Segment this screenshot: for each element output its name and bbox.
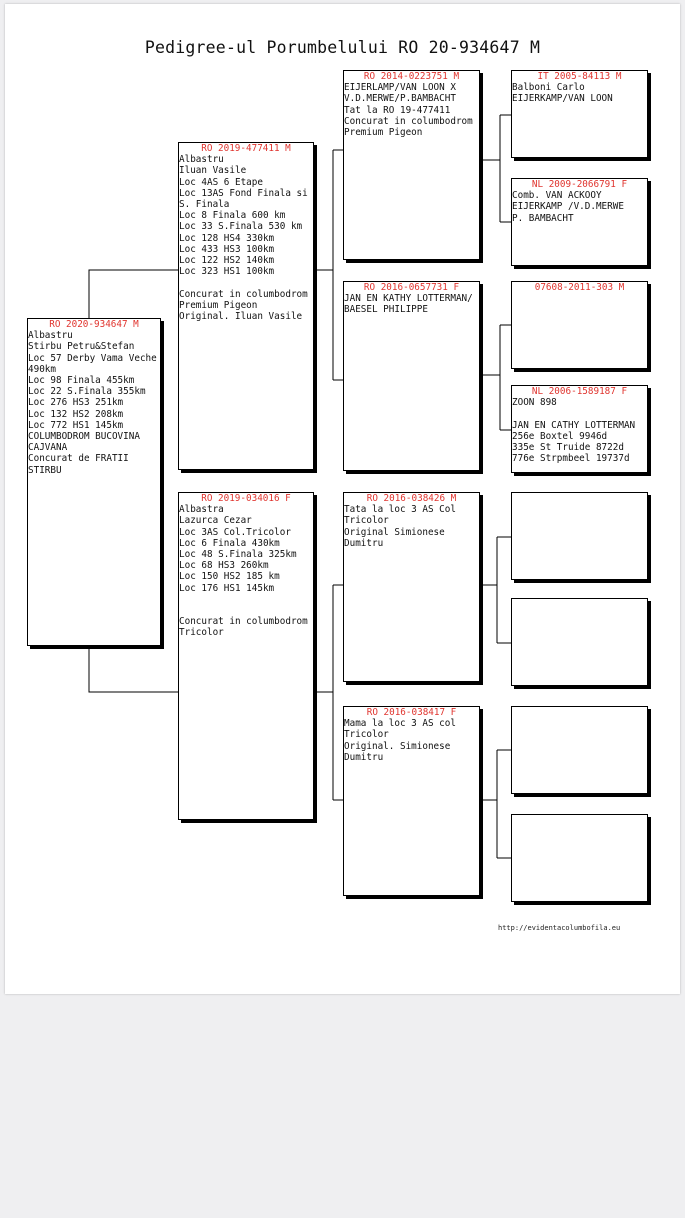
footer-url[interactable]: http://evidentacolumbofila.eu — [498, 924, 621, 932]
detail-line: BAESEL PHILIPPE — [344, 304, 428, 316]
detail-line: Stirbu Petru&Stefan — [28, 341, 135, 353]
pigeon-card-dam-dam[interactable] — [343, 706, 480, 896]
detail-line: Loc 276 HS3 251km — [28, 397, 124, 409]
detail-line: Comb. VAN ACKOOY — [512, 190, 602, 202]
ring-number: 07608-2011-303 M — [534, 282, 625, 293]
detail-line: Premium Pigeon — [344, 127, 423, 139]
detail-line: EIJERKAMP/VAN LOON — [512, 93, 613, 105]
pigeon-details — [179, 154, 313, 322]
detail-line: Loc 3AS Col.Tricolor — [179, 526, 291, 538]
detail-line: S. Finala — [179, 199, 230, 211]
ring-number: IT 2005-84113 M — [537, 71, 622, 82]
detail-line: Tricolor — [179, 627, 224, 639]
page-title: Pedigree-ul Porumbelului RO 20-934647 M — [144, 38, 541, 57]
pigeon-card-dsd[interactable] — [511, 598, 648, 686]
pigeon-card-subject[interactable] — [27, 318, 161, 646]
detail-line: CAJVANA — [28, 442, 68, 454]
pigeon-card-ssd[interactable] — [511, 178, 648, 266]
detail-line: Loc 128 HS4 330km — [179, 232, 275, 244]
detail-line: Iluan Vasile — [179, 165, 247, 177]
detail-line: 776e Strpmbeel 19737d — [512, 453, 630, 465]
detail-line: Loc 6 Finala 430km — [179, 537, 280, 549]
detail-line: Mama la loc 3 AS col — [344, 718, 456, 730]
detail-line — [179, 605, 313, 616]
pigeon-card-dam-sire[interactable] — [343, 492, 480, 682]
detail-line: JAN EN CATHY LOTTERMAN — [512, 419, 636, 431]
detail-line: Concurat in columbodrom — [179, 288, 308, 300]
pigeon-card-sire-dam[interactable] — [343, 281, 480, 471]
ring-number: NL 2006-1589187 F — [531, 386, 628, 397]
detail-line: Loc 4AS 6 Etape — [179, 176, 263, 188]
detail-line: Loc 8 Finala 600 km — [179, 210, 286, 222]
detail-line: Loc 13AS Fond Finala si — [179, 187, 308, 199]
ring-number: RO 2019-477411 M — [201, 143, 291, 154]
detail-line: Albastru — [179, 154, 224, 166]
detail-line: Premium Pigeon — [179, 299, 258, 311]
detail-line: V.D.MERWE/P.BAMBACHT — [344, 93, 456, 105]
detail-line: Dumitru — [344, 537, 384, 549]
detail-line: Balboni Carlo — [512, 82, 585, 94]
detail-line: Loc 433 HS3 100km — [179, 243, 275, 255]
detail-line: EIJERKAMP /V.D.MERWE — [512, 201, 624, 213]
detail-line: COLUMBODROM BUCOVINA — [28, 431, 140, 443]
pigeon-card-sire-sire[interactable] — [343, 70, 480, 260]
detail-line: Tata la loc 3 AS Col — [344, 504, 456, 516]
detail-line: P. BAMBACHT — [512, 212, 574, 224]
detail-line: JAN EN KATHY LOTTERMAN/ — [344, 293, 473, 305]
detail-line: Tat la RO 19-477411 — [344, 104, 451, 116]
detail-line: EIJERLAMP/VAN LOON X — [344, 82, 456, 94]
detail-line: 490km — [28, 363, 56, 375]
detail-line: Albastru — [28, 330, 73, 342]
pigeon-card-dam[interactable] — [178, 492, 314, 820]
pigeon-details — [344, 504, 479, 549]
pigeon-card-sds[interactable] — [511, 281, 648, 369]
detail-line: ZOON 898 — [512, 397, 557, 409]
detail-line: Concurat in columbodrom — [179, 616, 308, 628]
pigeon-details — [512, 82, 647, 104]
pigeon-details — [512, 190, 647, 224]
detail-line — [512, 408, 647, 419]
detail-line: 256e Boxtel 9946d — [512, 430, 608, 442]
connector-sd — [480, 325, 511, 430]
detail-line: Loc 57 Derby Vama Veche — [28, 352, 157, 364]
pigeon-card-ddd[interactable] — [511, 814, 648, 902]
detail-line: Loc 33 S.Finala 530 km — [179, 221, 303, 233]
detail-line: Original. Simionese — [344, 740, 451, 752]
detail-line: Tricolor — [344, 729, 389, 741]
pigeon-details — [344, 82, 479, 138]
ring-number: RO 2019-034016 F — [201, 493, 291, 504]
ring-number: RO 2016-038417 F — [366, 707, 457, 718]
connector-dam — [314, 585, 343, 800]
detail-line: Loc 68 HS3 260km — [179, 560, 269, 572]
detail-line: Original. Iluan Vasile — [179, 311, 303, 323]
ring-number: NL 2009-2066791 F — [531, 179, 628, 190]
detail-line: Loc 176 HS1 145km — [179, 582, 275, 594]
connector-subject-sire — [89, 270, 178, 318]
detail-line: Tricolor — [344, 515, 389, 527]
detail-line: Loc 48 S.Finala 325km — [179, 549, 297, 561]
detail-line: STIRBU — [28, 464, 62, 476]
detail-line: Loc 122 HS2 140km — [179, 255, 275, 267]
detail-line: Loc 98 Finala 455km — [28, 375, 135, 387]
pigeon-card-sdd[interactable] — [511, 385, 648, 473]
detail-line: 335e St Truide 8722d — [512, 442, 624, 454]
pigeon-details — [512, 397, 647, 464]
detail-line: Concurat in columbodrom — [344, 115, 473, 127]
detail-line: Dumitru — [344, 751, 384, 763]
detail-line: Albastra — [179, 504, 224, 516]
connector-ss — [480, 115, 511, 222]
ring-number: RO 2016-0657731 F — [363, 282, 460, 293]
detail-line: Loc 22 S.Finala 355km — [28, 386, 146, 398]
detail-line: Lazurca Cezar — [179, 515, 252, 527]
connector-subject-dam — [89, 646, 178, 692]
detail-line: Loc 150 HS2 185 km — [179, 571, 280, 583]
connector-dd — [480, 750, 511, 858]
connector-ds — [480, 537, 511, 643]
pigeon-card-dds[interactable] — [511, 706, 648, 794]
ring-number: RO 2020-934647 M — [49, 319, 139, 330]
detail-line: Loc 132 HS2 208km — [28, 408, 124, 420]
detail-line: Concurat de FRATII — [28, 453, 129, 465]
pigeon-details — [344, 293, 479, 315]
pigeon-card-sire[interactable] — [178, 142, 314, 470]
ring-number: RO 2016-038426 M — [366, 493, 457, 504]
pigeon-card-dss[interactable] — [511, 492, 648, 580]
connector-sire — [314, 150, 343, 380]
pigeon-card-sss[interactable] — [511, 70, 648, 158]
detail-line — [179, 594, 313, 605]
detail-line: Loc 323 HS1 100km — [179, 266, 275, 278]
detail-line — [179, 277, 313, 288]
pigeon-details — [179, 504, 313, 638]
ring-number: RO 2014-0223751 M — [363, 71, 460, 82]
pigeon-details — [344, 718, 479, 763]
detail-line: Loc 772 HS1 145km — [28, 419, 124, 431]
detail-line: Original Simionese — [344, 526, 445, 538]
pigeon-details — [28, 330, 160, 476]
